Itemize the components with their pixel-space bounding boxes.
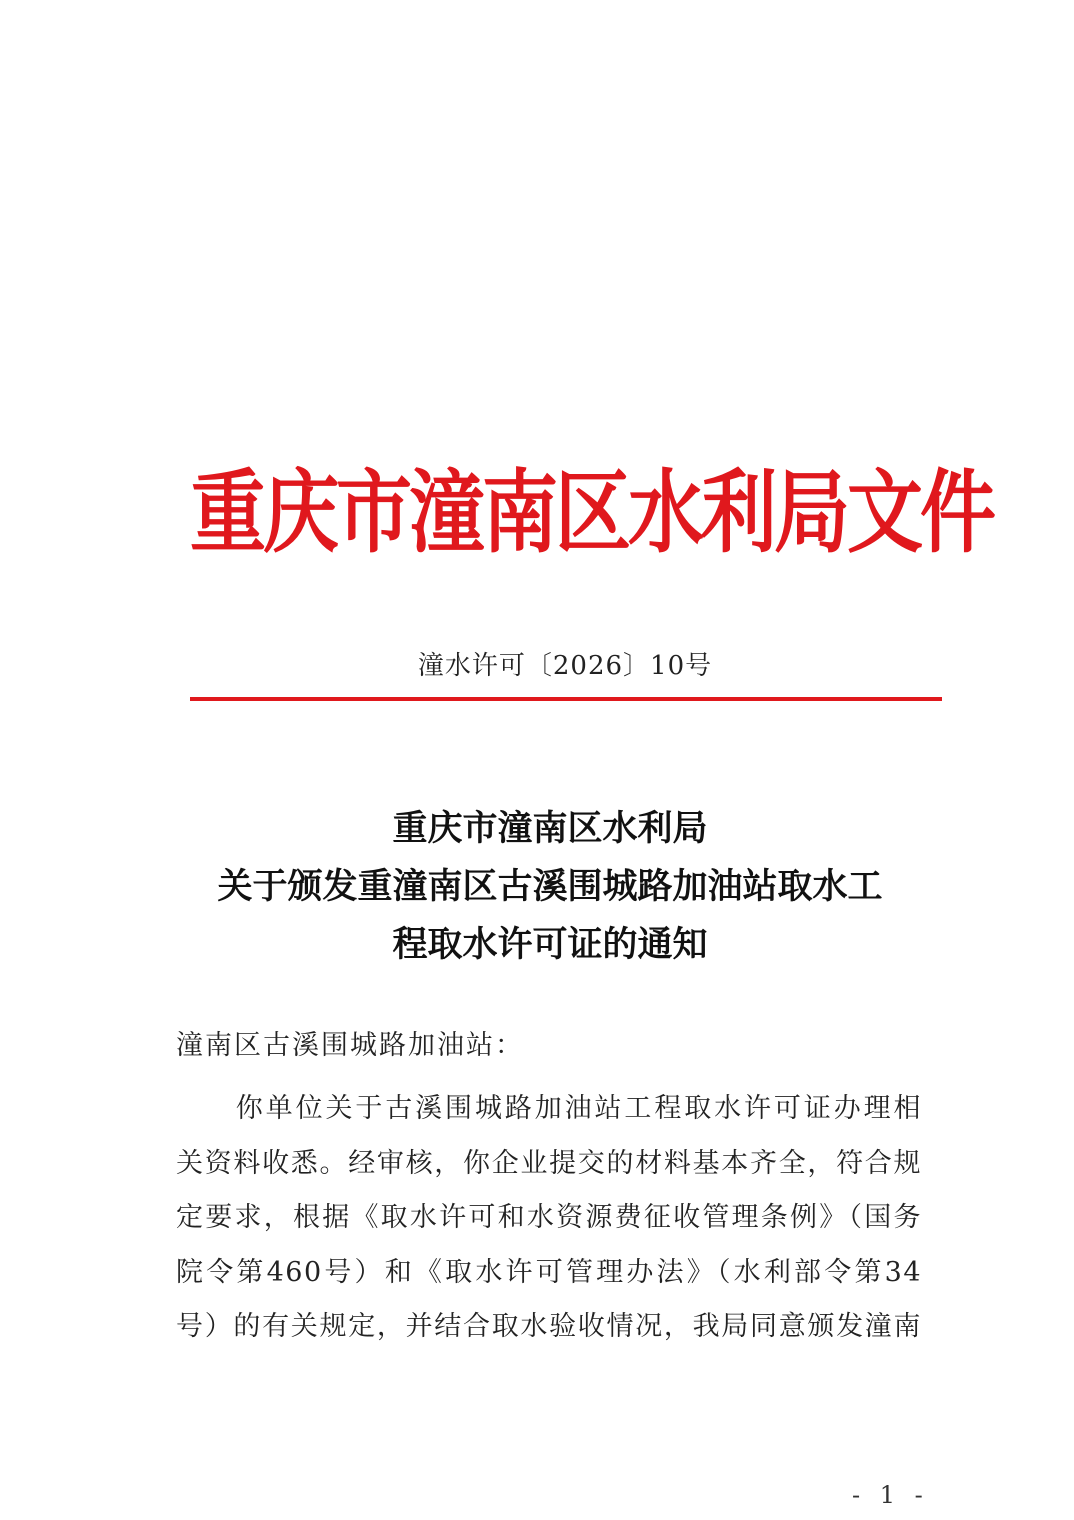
page-number: - 1 - — [852, 1481, 929, 1509]
masthead-title: 重庆市潼南区水利局文件 — [190, 459, 993, 565]
salutation: 潼南区古溪围城路加油站： — [176, 1030, 524, 1061]
body-line: 你单位关于古溪围城路加油站工程取水许可证办理相 — [176, 1093, 922, 1124]
red-divider-line — [190, 697, 942, 701]
body-line: 院令第460号）和《取水许可管理办法》（水利部令第34 — [176, 1256, 922, 1288]
notice-title-line-1: 重庆市潼南区水利局 — [392, 808, 708, 849]
body-paragraph — [176, 1082, 922, 1355]
document-number: 潼水许可〔2026〕10号 — [417, 651, 713, 681]
notice-title-line-2: 关于颁发重潼南区古溪围城路加油站取水工 — [217, 866, 883, 907]
notice-title — [150, 800, 950, 974]
body-line: 号）的有关规定，并结合取水验收情况，我局同意颁发潼南 — [176, 1311, 922, 1342]
notice-title-line-3: 程取水许可证的通知 — [392, 924, 708, 965]
body-line: 关资料收悉。经审核，你企业提交的材料基本齐全，符合规 — [176, 1147, 922, 1179]
body-line: 定要求，根据《取水许可和水资源费征收管理条例》（国务 — [176, 1202, 922, 1233]
